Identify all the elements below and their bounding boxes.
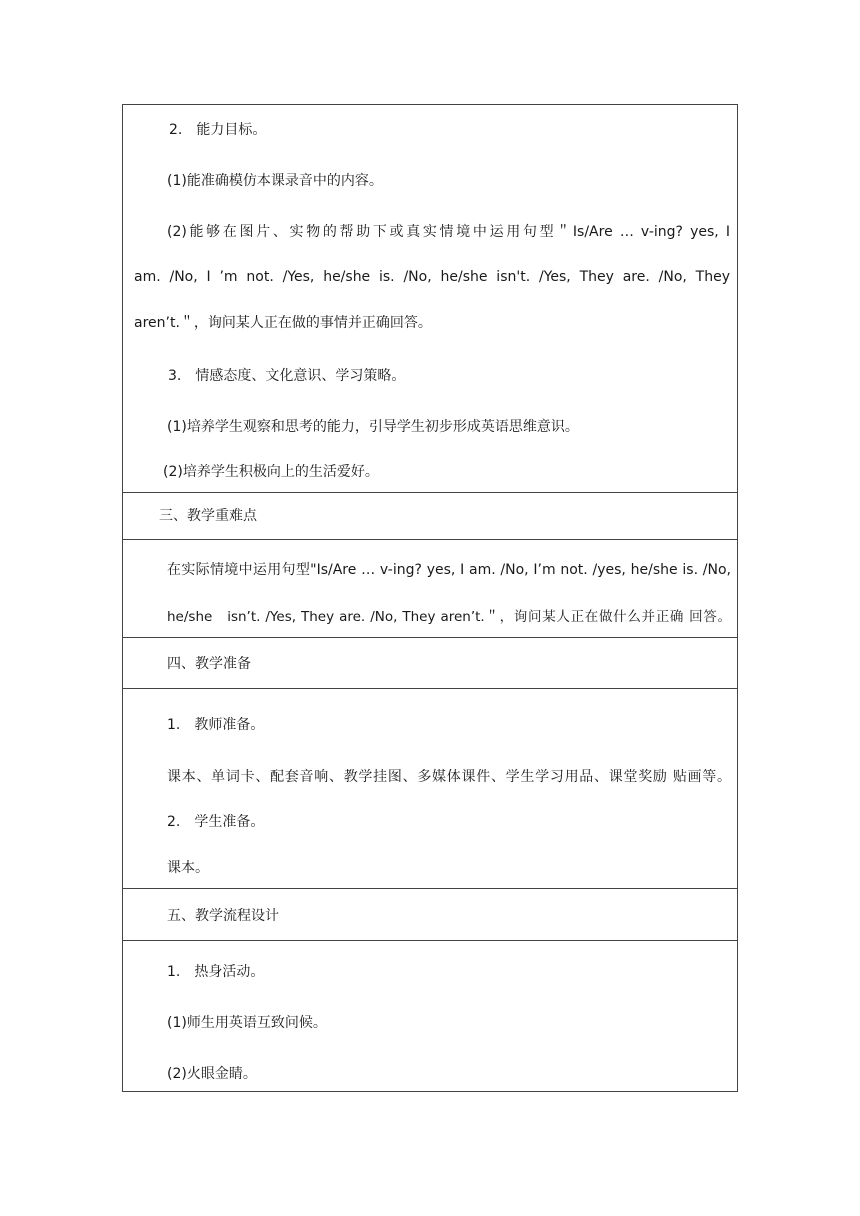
key-points-line-2: he/she isn’t. /Yes, They are. /No, They aren’t.＂，询问某人正在做什么并正确 回答。 [167,609,731,625]
student-prep-title: 2. 学生准备。 [167,814,265,830]
key-points-header: 三、教学重难点 [159,508,257,524]
warmup-title: 1. 热身活动。 [167,964,265,980]
preparation-content-cell [123,688,737,888]
ability-goal-title: 2. 能力目标。 [169,122,267,138]
ability-goal-item-1: (1)能准确模仿本课录音中的内容。 [167,173,383,189]
warmup-item-1: (1)师生用英语互致问候。 [167,1015,327,1031]
preparation-header: 四、教学准备 [167,656,251,672]
key-points-content-cell [123,539,737,637]
flow-header-cell [123,888,737,940]
student-prep-items: 课本。 [167,860,209,876]
flow-header: 五、教学流程设计 [167,908,279,924]
ability-goal-item-2-line-3: aren’t.＂，询问某人正在做的事情并正确回答。 [134,315,432,331]
emotion-goal-title: 3. 情感态度、文化意识、学习策略。 [168,368,406,384]
teacher-prep-title: 1. 教师准备。 [167,717,265,733]
emotion-goal-item-2: (2)培养学生积极向上的生活爱好。 [163,464,379,480]
teacher-prep-items: 课本、单词卡、配套音响、教学挂图、多媒体课件、学生学习用品、课堂奖励 贴画等。 [167,769,731,785]
key-points-line-1: 在实际情境中运用句型"Is/Are … v-ing? yes, I am. /No, I’m not. /yes, he/she is. /No, [167,562,731,578]
preparation-header-cell [123,637,737,688]
key-points-header-cell [123,492,737,539]
emotion-goal-item-1: (1)培养学生观察和思考的能力，引导学生初步形成英语思维意识。 [167,419,579,435]
ability-goal-item-2-line-2: am. /No, I ’m not. /Yes, he/she is. /No, he/she isn't. /Yes, They are. /No, They [134,269,730,285]
lesson-plan-table [122,104,738,1092]
flow-content-cell [123,940,737,1092]
ability-goal-item-2-line-1: (2)能够在图片、实物的帮助下或真实情境中运用句型＂Is/Are … v-ing? yes, I [167,224,730,240]
goals-cell [123,105,737,492]
warmup-item-2: (2)火眼金睛。 [167,1066,257,1082]
